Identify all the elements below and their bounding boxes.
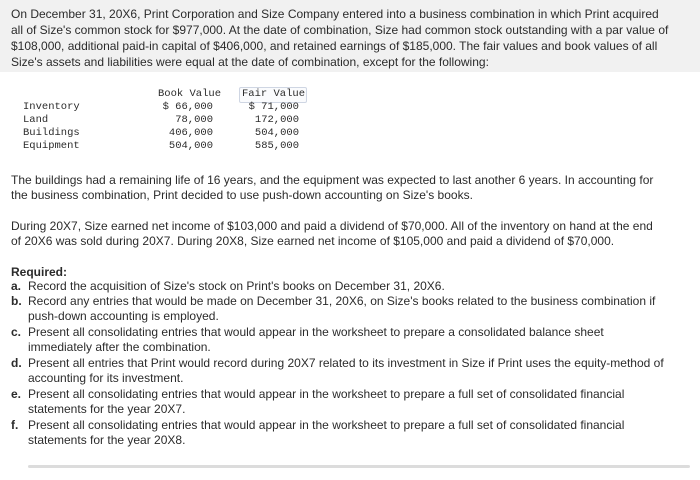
row-label: Inventory: [23, 101, 80, 113]
row-label: Buildings: [23, 127, 80, 139]
book-value-header: Book Value: [158, 88, 222, 100]
item-text: Record the acquisition of Size's stock on Print's books on December 31, 20X6.: [28, 279, 445, 293]
item-text: statements for the year 20X7.: [28, 401, 186, 416]
row-fair-value: 585,000: [254, 140, 299, 152]
item-letter: d.: [11, 356, 22, 370]
item-letter: b.: [11, 294, 22, 308]
item-text: Present all consolidating entries that would appear in the worksheet to prepare a full set of consolidated financial: [28, 418, 625, 432]
row-book-value: 504,000: [168, 140, 213, 152]
intro-line: Size's assets and liabilities were equal at the date of combination, except for the following:: [11, 55, 489, 69]
item-text: Present all entries that Print would record during 20X7 related to its investment in Size if Print uses the equity-method of: [28, 356, 664, 370]
item-letter: f.: [11, 418, 19, 432]
row-label: Equipment: [23, 140, 80, 152]
paragraph-line: During 20X7, Size earned net income of $103,000 and paid a dividend of $70,000. All of the inventory on hand at the end: [11, 219, 653, 233]
bottom-divider: [28, 465, 690, 468]
row-label: Land: [23, 114, 49, 126]
row-book-value: $ 66,000: [162, 101, 213, 113]
item-text: Record any entries that would be made on December 31, 20X6, on Size's books related to the business combination if: [28, 294, 656, 308]
item-letter: a.: [11, 279, 22, 293]
row-book-value: 78,000: [175, 114, 213, 126]
item-text: push-down accounting is employed.: [28, 308, 219, 323]
row-fair-value: 504,000: [254, 127, 299, 139]
paragraph-line: The buildings had a remaining life of 16 years, and the equipment was expected to last another 6 years. In accounting for: [11, 173, 654, 187]
item-text: Present all consolidating entries that would appear in the worksheet to prepare a consolidated balance sheet: [28, 325, 604, 339]
row-book-value: 406,000: [168, 127, 213, 139]
item-letter: e.: [11, 387, 22, 401]
item-text: accounting for its investment.: [28, 370, 184, 385]
item-text: Present all consolidating entries that would appear in the worksheet to prepare a full set of consolidated financial: [28, 387, 625, 401]
row-fair-value: 172,000: [254, 114, 299, 126]
item-text: statements for the year 20X8.: [28, 432, 186, 447]
paragraph-line: the business combination, Print decided to use push-down accounting on Size's books.: [11, 188, 473, 202]
intro-line: On December 31, 20X6, Print Corporation and Size Company entered into a business combination in which Print acquired: [11, 7, 659, 21]
intro-line: all of Size's common stock for $977,000. At the date of combination, Size had common stock outstanding with a par value of: [11, 23, 669, 37]
item-letter: c.: [11, 325, 22, 339]
intro-line: $108,000, additional paid-in capital of $406,000, and retained earnings of $185,000. The fair values and book values of all: [11, 39, 658, 53]
required-title: Required:: [11, 265, 68, 279]
row-fair-value: $ 71,000: [248, 101, 299, 113]
paragraph-line: of 20X6 was sold during 20X7. During 20X8, Size earned net income of $105,000 and paid a dividend of $70,000.: [11, 234, 615, 248]
item-text: immediately after the combination.: [28, 339, 211, 354]
fair-value-header: Fair Value: [242, 88, 306, 100]
